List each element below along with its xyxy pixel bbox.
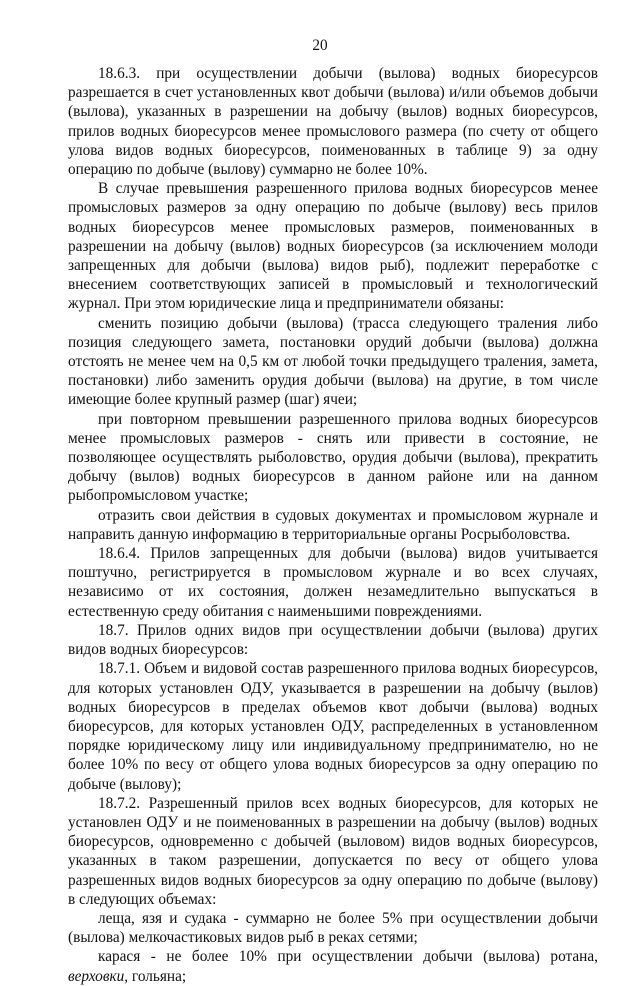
paragraph-change-position: сменить позицию добычи (вылова) (трасса следующего траления либо позиция следующего замета, постановки орудий добычи (вылова) должна отстоять не менее чем на 0,5 км от любой точки предыдущего траления, замета, постановки) либо заменить орудия добычи (вылова) на другие, в том числе имеющие более крупный размер (шаг) ячеи; [68, 314, 598, 409]
paragraph-excess-bycatch: В случае превышения разрешенного прилова водных биоресурсов менее промысловых размеров за одну операцию по добыче (вылову) весь прилов водных биоресурсов менее промысловых размеров, поименованных в разрешении на добычу (вылов) водных биоресурсов (за исключением молоди запрещенных для добычи (вылова) видов рыб), подлежит переработке с внесением соответствующих записей в промысловый и технологический журнал. При этом юридические лица и предприниматели обязаны: [68, 180, 598, 313]
paragraph-18-6-3: 18.6.3. при осуществлении добычи (вылова) водных биоресурсов разрешается в счет установленных квот добычи (вылова) и/или объемов добычи (вылова), указанных в разрешении на добычу (вылов) водных биоресурсов, прилов водных биоресурсов менее промыслового размера (по счету от общего улова видов водных биоресурсов, поименованных в таблице 9) за одну операцию по добыче (вылову) суммарно не более 10%. [68, 65, 598, 179]
crucian-text-start: карася - не более 10% при осуществлении добычи (вылова) ротана, [98, 948, 598, 966]
paragraph-crucian-carp [68, 947, 598, 985]
crucian-text-italic: верховки [68, 967, 125, 985]
paragraph-18-7-2: 18.7.2. Разрешенный прилов всех водных биоресурсов, для которых не установлен ОДУ и не поименованных в разрешении на добычу (вылов) водных биоресурсов, одновременно с добычей (выловом) видов водных биоресурсов, указанных в таком разрешении, допускается по весу от общего улова разрешенных видов водных биоресурсов за одну операцию по добыче (вылову) в следующих объемах: [68, 794, 598, 908]
paragraph-18-6-4: 18.6.4. Прилов запрещенных для добычи (вылова) видов учитывается поштучно, регистрируется в промысловом журнале и во всех случаях, независимо от их состояния, должен незамедлительно выпускаться в естественную среду обитания с наименьшими повреждениями. [68, 545, 598, 620]
paragraph-18-7: 18.7. Прилов одних видов при осуществлении добычи (вылова) других видов водных биоресурсов: [68, 621, 598, 659]
crucian-text-end: , гольяна; [124, 967, 187, 985]
paragraph-bream-ide-zander: леща, язя и судака - суммарно не более 5% при осуществлении добычи (вылова) мелкочастиковых видов рыб в реках сетями; [68, 909, 598, 947]
paragraph-record-actions: отразить свои действия в судовых документах и промысловом журнале и направить данную информацию в территориальные органы Росрыболовства. [68, 506, 598, 543]
paragraph-18-7-1: 18.7.1. Объем и видовой состав разрешенного прилова водных биоресурсов, для которых установлен ОДУ, указывается в разрешении на добычу (вылов) водных биоресурсов в пределах объемов квот добычи (вылова) водных биоресурсов, для которых установлен ОДУ, распределенных в установленном порядке юридическому лицу или индивидуальному предпринимателю, но не более 10% по весу от общего улова водных биоресурсов за одну операцию по добыче (вылову); [68, 660, 598, 793]
page-number: 20 [312, 37, 328, 54]
document-body [68, 64, 598, 986]
paragraph-repeated-excess: при повторном превышении разрешенного прилова водных биоресурсов менее промысловых размеров - снять или привести в состояние, не позволяющее осуществлять рыболовство, орудия добычи (вылова), прекратить добычу (вылов) водных биоресурсов в данном районе или на данном рыбопромысловом участке; [68, 410, 598, 505]
